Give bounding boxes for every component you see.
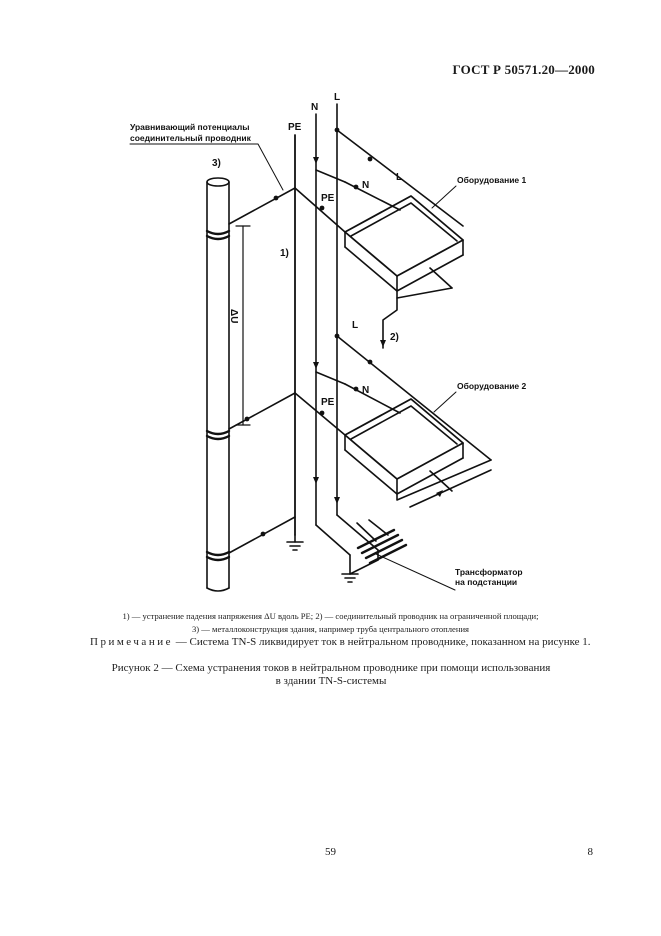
transformer-label-line1: Трансформатор [455,567,523,577]
ref-2-label: 2) [390,332,399,343]
pe-label-eq1: PE [321,193,335,204]
transformer-label-line2: на подстанции [455,577,518,587]
equipment-1-box [345,196,463,298]
sheet-number: 8 [587,846,593,858]
equipment-2-label: Оборудование 2 [457,381,527,391]
leader-lines [130,144,456,590]
l-label-eq2: L [352,320,359,331]
n-label-eq2: N [362,385,370,396]
pe-label-eq2: PE [321,397,335,408]
n-label-top: N [311,102,319,113]
delta-u-label: ΔU [228,309,239,324]
bonding-label-line1: Уравнивающий потенциалы [130,122,250,132]
ref-3-label: 3) [212,158,221,169]
equipment-1-label: Оборудование 1 [457,175,527,185]
delta-u-dimension [236,226,250,425]
transformer-windings [358,530,406,563]
l-label-eq1: L [396,172,403,183]
caption-line-2: в здании TN-S-системы [275,675,387,687]
l-conductor [337,104,491,550]
page-number: 59 [325,846,336,858]
ref-1-label: 1) [280,248,289,259]
note-label: Примечание [90,636,173,648]
n-conductor [316,114,403,555]
metal-pipe [207,178,229,591]
figure-footnote [60,610,601,636]
figure-caption [86,662,576,688]
bonding-conductors [229,188,345,553]
document-header: ГОСТ Р 50571.20—2000 [452,62,595,77]
note [90,636,591,648]
bonding-label-line2: соединительный проводник [130,133,251,143]
footnote-line-2: 3) — металлоконструкция здания, например труба центрального отопления [191,624,469,634]
n-label-eq1: N [362,180,370,191]
footnote-line-1: 1) — устранение падения напряжения ΔU вдоль PE; 2) — соединительный проводник на ограниченной площади; [122,611,539,621]
note-text: — Система TN-S ликвидирует ток в нейтральном проводнике, показанном на рисунке 1. [172,636,591,648]
caption-line-1: Рисунок 2 — Схема устранения токов в нейтральном проводнике при помощи использования [111,662,551,674]
l-label-top: L [334,92,341,103]
equipment-2-box [345,399,491,507]
ground-symbol-pe [287,535,303,550]
pe-label-top: PE [288,122,302,133]
